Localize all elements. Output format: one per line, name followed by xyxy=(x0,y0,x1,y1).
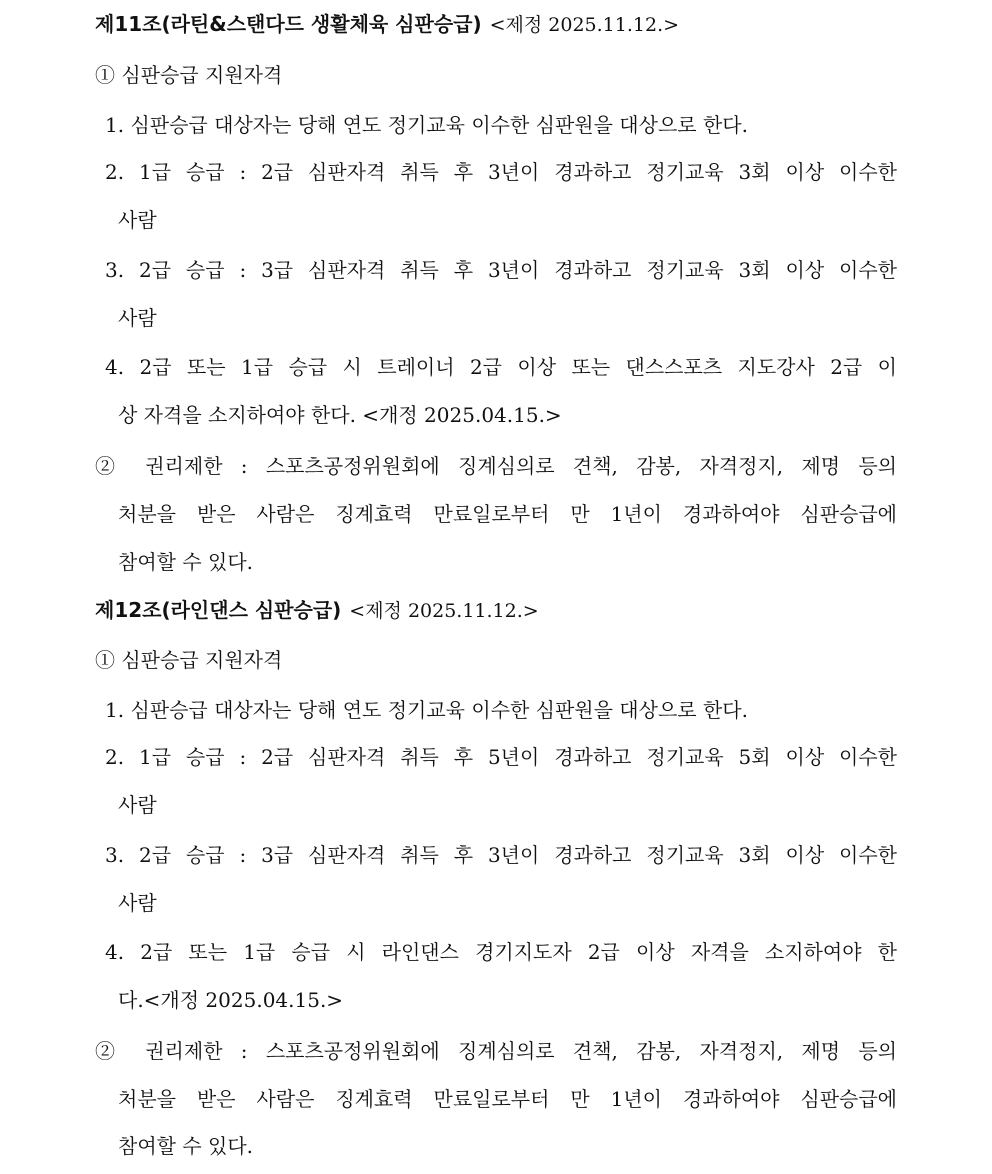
list-item: 4. 2급 또는 1급 승급 시 트레이너 2급 이상 또는 댄스스포츠 지도강사 2급 이 xyxy=(105,355,897,379)
list-item-continuation: 사람 xyxy=(118,891,157,915)
list-item: 3. 2급 승급 : 3급 심판자격 취득 후 3년이 경과하고 정기교육 3회 이상 이수한 xyxy=(105,843,897,867)
paragraph-text: ② 권리제한 : 스포츠공정위원회에 징계심의로 견책, 감봉, 자격정지, 제명 등의 xyxy=(95,1039,897,1063)
paragraph-text: ② 권리제한 : 스포츠공정위원회에 징계심의로 견책, 감봉, 자격정지, 제명 등의 xyxy=(95,454,897,478)
article-title: 제12조(라인댄스 심판승급) xyxy=(95,598,342,622)
list-item: 1. 심판승급 대상자는 당해 연도 정기교육 이수한 심판원을 대상으로 한다. xyxy=(105,698,748,722)
list-item: 4. 2급 또는 1급 승급 시 라인댄스 경기지도자 2급 이상 자격을 소지하여야 한 xyxy=(105,940,897,964)
list-item: 1. 심판승급 대상자는 당해 연도 정기교육 이수한 심판원을 대상으로 한다. xyxy=(105,113,748,137)
paragraph-title: ① 심판승급 지원자격 xyxy=(95,648,283,672)
paragraph-text: 참여할 수 있다. xyxy=(118,550,253,574)
article-title: 제11조(라틴&스탠다드 생활체육 심판승급) xyxy=(95,12,482,36)
list-item: 2. 1급 승급 : 2급 심판자격 취득 후 5년이 경과하고 정기교육 5회 이상 이수한 xyxy=(105,745,897,769)
list-item-continuation: 상 자격을 소지하여야 한다. <개정 2025.04.15.> xyxy=(118,403,562,427)
list-item-continuation: 사람 xyxy=(118,793,157,817)
list-item-continuation: 사람 xyxy=(118,306,157,330)
list-item-continuation: 사람 xyxy=(118,208,157,232)
list-item: 3. 2급 승급 : 3급 심판자격 취득 후 3년이 경과하고 정기교육 3회 이상 이수한 xyxy=(105,258,897,282)
paragraph-text: 처분을 받은 사람은 징계효력 만료일로부터 만 1년이 경과하여야 심판승급에 xyxy=(118,502,897,526)
revision-note: <제정 2025.11.12.> xyxy=(349,600,539,622)
revision-note: <제정 2025.11.12.> xyxy=(489,14,680,36)
article-11-heading xyxy=(95,11,679,39)
list-item-continuation: 다.<개정 2025.04.15.> xyxy=(118,988,344,1012)
list-item: 2. 1급 승급 : 2급 심판자격 취득 후 3년이 경과하고 정기교육 3회 이상 이수한 xyxy=(105,160,897,184)
paragraph-text: 참여할 수 있다. xyxy=(118,1134,253,1158)
paragraph-title: ① 심판승급 지원자격 xyxy=(95,63,283,87)
paragraph-text: 처분을 받은 사람은 징계효력 만료일로부터 만 1년이 경과하여야 심판승급에 xyxy=(118,1087,897,1111)
article-12-heading xyxy=(95,597,539,625)
